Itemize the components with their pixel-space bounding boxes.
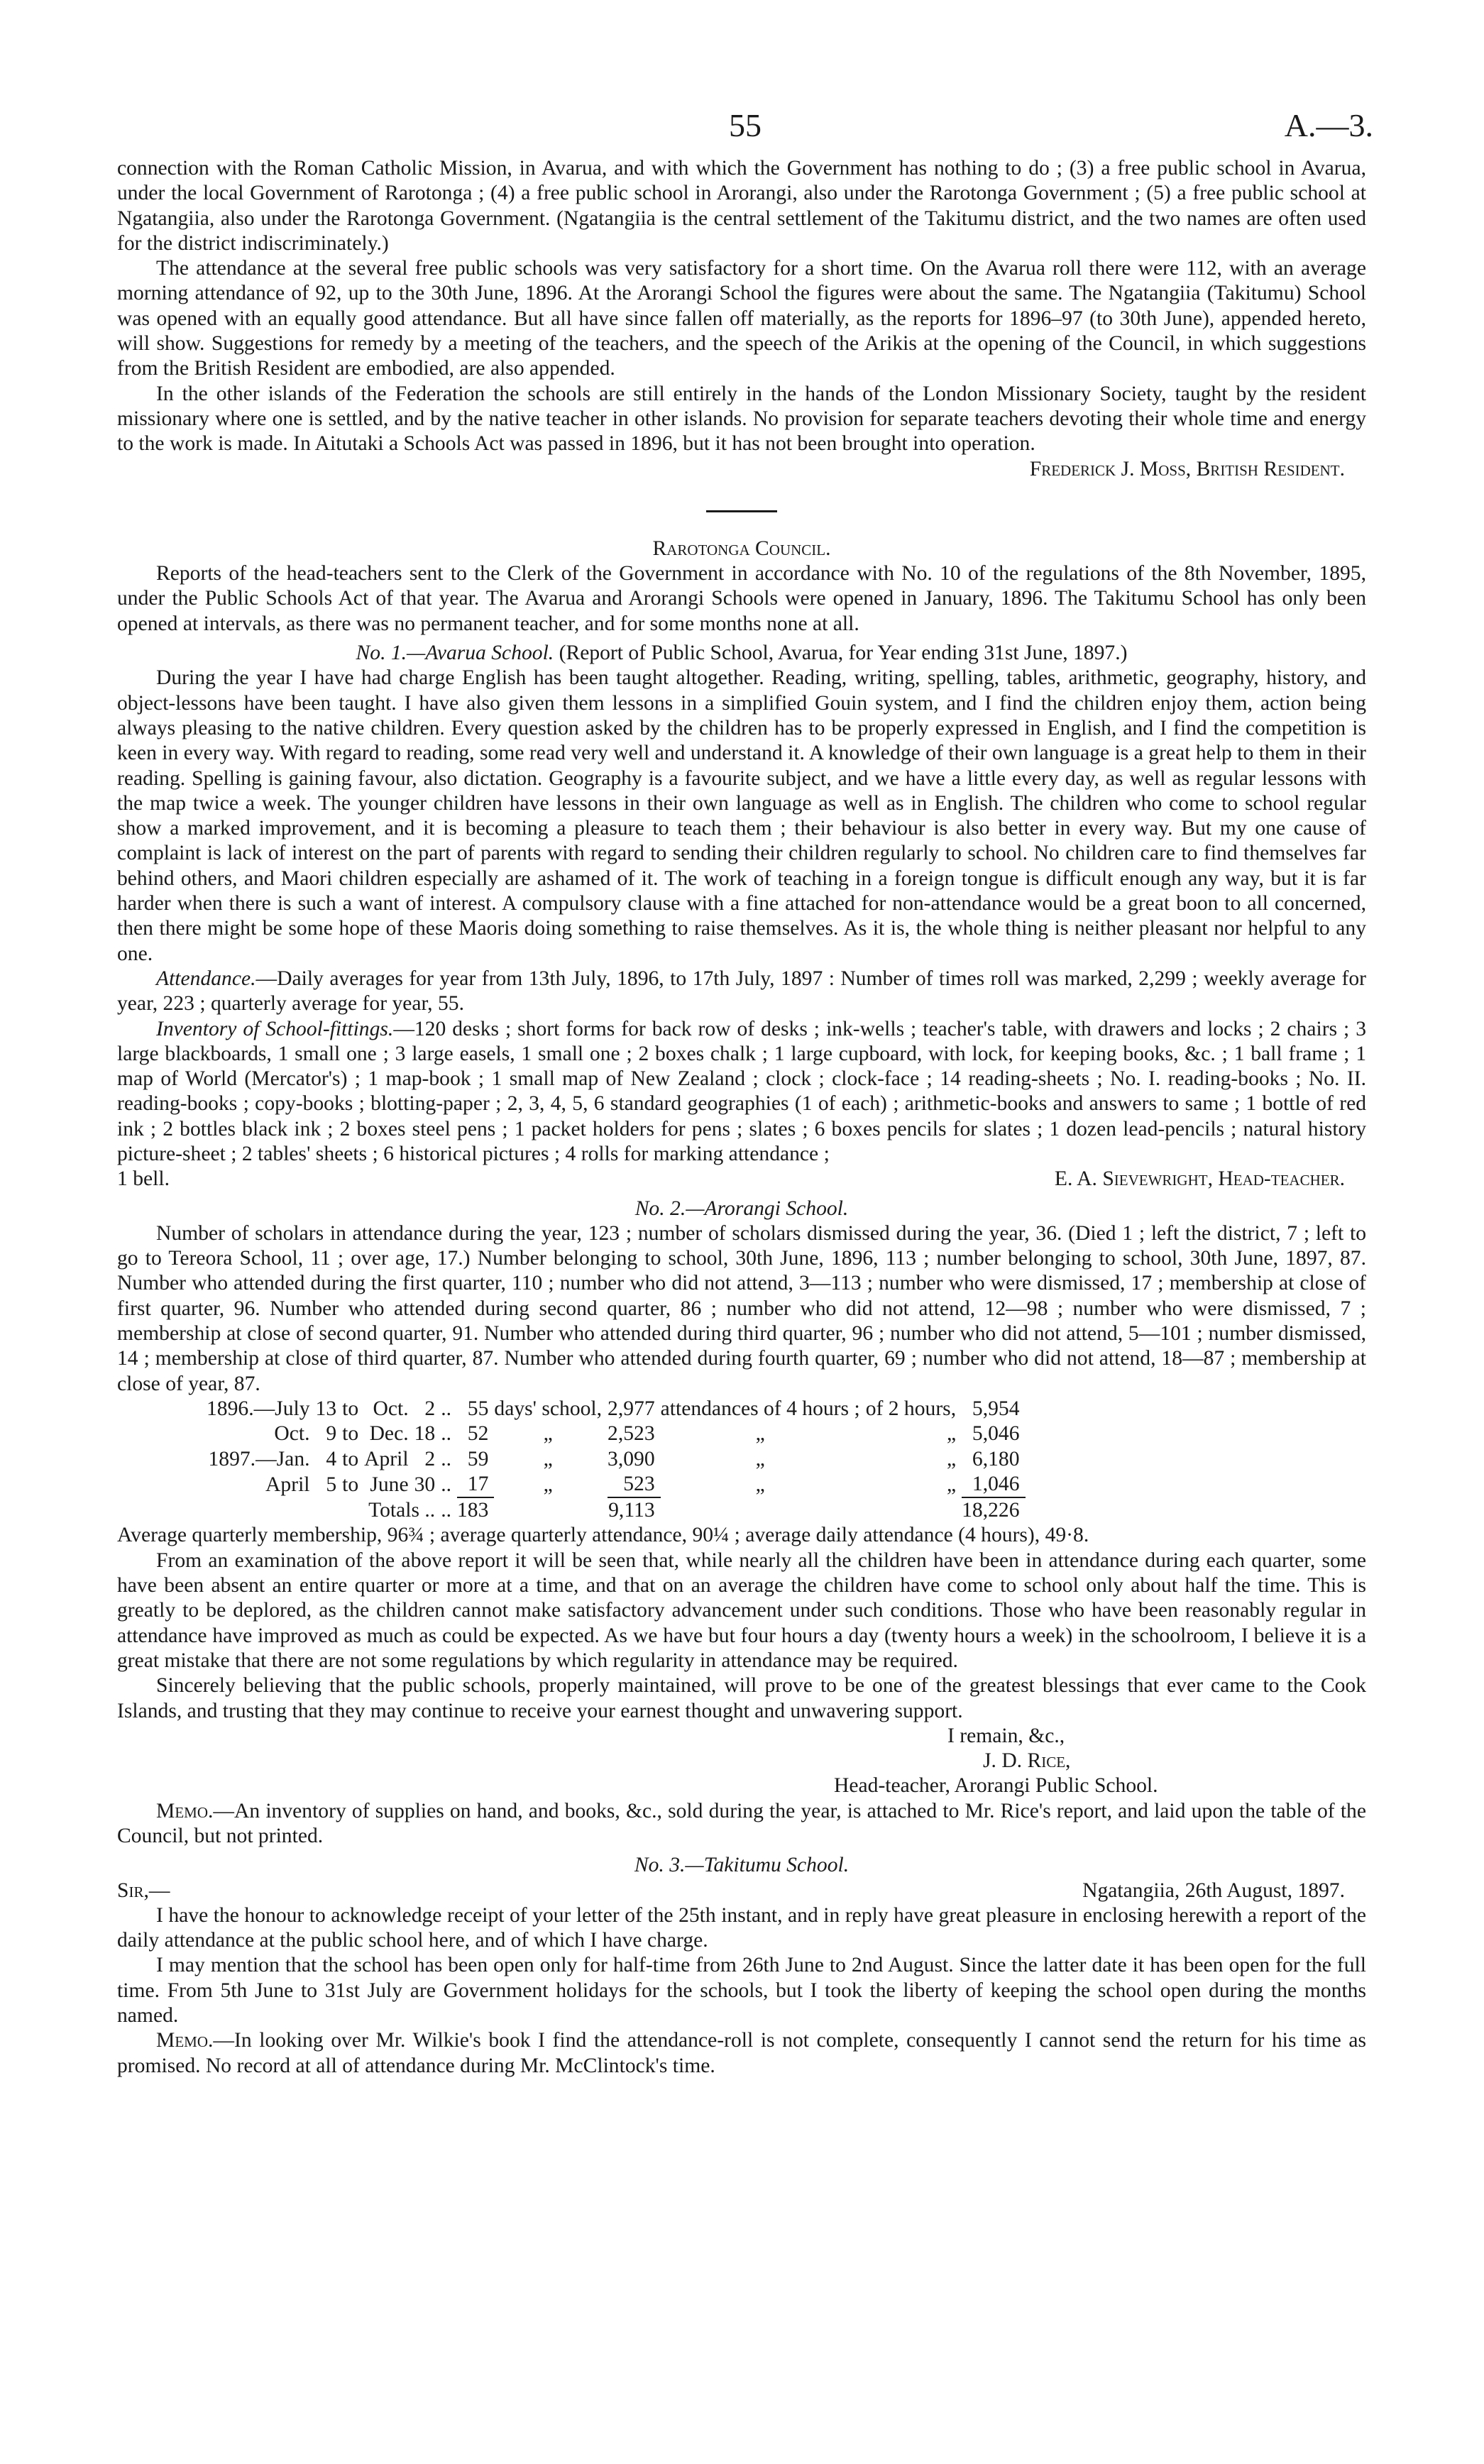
school-1-inventory — [117, 1017, 1366, 1167]
row-year: Oct. — [274, 1422, 310, 1446]
average-membership-line: Average quarterly membership, 96¾ ; average quarterly attendance, 90¼ ; average daily attendance (4 hours), 49·8. — [117, 1524, 1089, 1547]
row-year: April — [265, 1473, 310, 1496]
row-attendances: 523 — [623, 1472, 655, 1495]
row-hours: 5,954 — [972, 1397, 1020, 1420]
row-start-day: 5 — [326, 1473, 337, 1496]
row-attendances: 3,090 — [608, 1447, 655, 1470]
resident-signature: Frederick J. Moss, British Resident. — [1029, 457, 1345, 480]
school-2-heading — [117, 1197, 1366, 1221]
school-1-subtitle: (Report of Public School, Avarua, for Year ending 31st June, 1897.) — [559, 642, 1128, 665]
row-unit-hours: of 2 hours, — [865, 1397, 957, 1420]
row-end-day: 18 — [414, 1422, 436, 1446]
row-end-month: Dec. — [369, 1422, 409, 1446]
school-2-signature-block — [117, 1724, 1366, 1799]
row-end-month: June — [370, 1473, 409, 1496]
place-date: Ngatangiia, 26th August, 1897. — [1082, 1879, 1345, 1902]
row-dots: .. — [441, 1422, 451, 1446]
row-dots: .. — [441, 1447, 451, 1470]
row-unit-hours: „ — [946, 1422, 957, 1446]
page-number: 55 — [729, 107, 762, 143]
row-to: to — [342, 1397, 359, 1420]
row-hours: 6,180 — [972, 1447, 1020, 1470]
row-dots: .. — [441, 1397, 451, 1420]
row-unit-hours: „ — [946, 1447, 957, 1470]
row-days: 17 — [467, 1472, 489, 1495]
row-unit-days: „ — [543, 1473, 553, 1496]
school-2-title: No. 2.—Arorangi School. — [634, 1197, 849, 1220]
total-attendances: 9,113 — [608, 1497, 661, 1523]
school-1-report: During the year I have had charge English has been taught altogether. Reading, writing, spelling, tables, arithmetic, geography, history, and object-lessons have been taught. I have also given them lessons in a simplified Gouin system, and I find the children enjoy them, action being always pleasing to the native children. Every question asked by the children has to be properly expressed in English, and I find the competition is keen in every way. With regard to reading, some read very well and understand it. A knowledge of their own language is a great help to them in their reading. Spelling is gaining favour, also dictation. Geography is a favourite subject, and we have a little every day, as well as regular lessons with the map twice a week. The younger children have lessons in their own language as well as in English. The children who come to school regular show a marked improvement, and it is becoming a pleasure to teach them ; their behaviour is also better in every way. But my one cause of complaint is lack of interest on the part of parents with regard to sending their children regularly to school. No children care to find themselves far behind others, and Maori children especially are ashamed of it. The work of teaching in a foreign tongue is difficult enough any way, but it is far harder when there is such a want of interest. A compulsory clause with a fine attached for non-attendance would be a great boon to all concerned, then there might be some hope of these Maoris doing something to raise themselves. As it is, the whole thing is neither pleasant nor helpful to any one. — [117, 666, 1366, 965]
row-year: 1897.—Jan. — [208, 1447, 310, 1470]
school-1-attendance — [117, 967, 1366, 1017]
school-3-heading — [117, 1853, 1366, 1878]
school-2-commentary: From an examination of the above report it will be seen that, while nearly all the children have been in attendance during each quarter, some have been absent an entire quarter or more at a time, and that on an average the children have come to school only about half the time. This is greatly to be deplored, as the children cannot make satisfactory advancement under such conditions. Those who have been reasonably regular in attendance have improved as much as could be expected. As we have but four hours a day (twenty hours a week) in the schoolroom, I believe it is a great mistake that there are not some regulations by which regularity in attendance may be required. — [117, 1549, 1366, 1672]
total-hours: 18,226 — [962, 1497, 1025, 1523]
row-days: 52 — [467, 1422, 489, 1446]
attendance-table — [207, 1397, 1026, 1523]
totals-dots: .. — [441, 1499, 451, 1522]
council-paragraph: Reports of the head-teachers sent to the Clerk of the Government in accordance with No. 10 of the regulations of the 8th November, 1895, under the Public Schools Act of that year. The Avarua and Arorangi Schools were opened in January, 1896. The Takitumu School has only been opened at intervals, as there was no permanent teacher, and for some months none at all. — [117, 562, 1366, 635]
section-divider — [706, 510, 777, 512]
table-row — [207, 1472, 1026, 1497]
row-unit-hours: „ — [946, 1473, 957, 1496]
row-hours: 1,046 — [972, 1472, 1020, 1495]
row-days: 55 — [467, 1397, 489, 1420]
closing-title: Head-teacher, Arorangi Public School. — [834, 1774, 1158, 1798]
row-days: 59 — [467, 1447, 489, 1470]
school-2-closing-paragraph: Sincerely believing that the public schools, properly maintained, will prove to be one of the greatest blessings that ever came to the Cook Islands, and trusting that they may continue to receive your earnest thought and unwavering support. — [117, 1674, 1366, 1722]
row-unit-attendances: attendances of 4 hours ; — [660, 1397, 860, 1420]
intro-paragraph-2: The attendance at the several free public schools was very satisfactory for a short time. On the Avarua roll there were 112, with an average morning attendance of 92, up to the 30th June, 1896. At the Arorangi School the figures were about the same. The Ngatangiia (Takitumu) School was opened with an equally good attendance. But all have since fallen off materially, as the reports for 1896–97 (to 30th June), appended hereto, will show. Suggestions for remedy by a meeting of the teachers, and the speech of the Arikis at the opening of the Council, in which suggestions from the British Resident are embodied, are also appended. — [117, 257, 1366, 380]
row-end-day: 30 — [414, 1473, 436, 1496]
row-to: to — [342, 1422, 359, 1446]
total-days: 183 — [457, 1497, 494, 1523]
row-to: to — [342, 1447, 359, 1470]
totals-row — [207, 1497, 1026, 1523]
inventory-label: Inventory of School-fittings. — [156, 1017, 394, 1040]
school-3-title: No. 3.—Takitumu School. — [634, 1854, 850, 1877]
table-row — [207, 1397, 1026, 1421]
memo-text: —An inventory of supplies on hand, and books, &c., sold during the year, is attached to Mr. Rice's report, and laid upon the table of the Council, but not printed. — [117, 1799, 1366, 1847]
row-end-month: April — [364, 1447, 409, 1470]
letter-salutation-line — [117, 1879, 1366, 1903]
school-1-title: No. 1.—Avarua School. — [356, 642, 554, 665]
row-year: 1896.—July — [207, 1397, 310, 1420]
school-3-memo — [117, 2028, 1366, 2079]
attendance-label: Attendance. — [156, 967, 256, 990]
row-start-day: 4 — [326, 1447, 337, 1470]
council-heading: Rarotonga Council. — [652, 537, 831, 560]
table-row — [207, 1421, 1026, 1446]
row-unit-attendances: „ — [755, 1447, 765, 1470]
totals-label: Totals .. — [368, 1499, 436, 1522]
row-attendances: 2,523 — [608, 1422, 655, 1446]
row-unit-attendances: „ — [755, 1422, 765, 1446]
page-header — [117, 106, 1373, 156]
document-page — [117, 106, 1373, 2079]
inventory-text: —120 desks ; short forms for back row of desks ; ink-wells ; teacher's table, with drawers and locks ; 2 chairs ; 3 large blackboards, 1 small one ; 3 large easels, 1 small one ; 2 boxes chalk ; 1 large cupboard, with lock, for keeping books, &c. ; 1 ball frame ; 1 map of World (Mercator's) ; 1 map-book ; 1 small map of New Zealand ; clock ; clock-face ; 14 reading-sheets ; No. I. reading-books ; No. II. reading-books ; copy-books ; blotting-paper ; 2, 3, 4, 5, 6 standard geographies (1 of each) ; arithmetic-books and answers to same ; 1 bottle of red ink ; 2 bottles black ink ; 2 boxes steel pens ; 1 packet holders for pens ; slates ; 6 boxes pencils for slates ; 1 dozen lead-pencils ; natural history picture-sheet ; 2 tables' sheets ; 6 historical pictures ; 4 rolls for marking attendance ; — [117, 1017, 1366, 1165]
row-to: to — [342, 1473, 359, 1496]
row-unit-days: „ — [543, 1422, 553, 1446]
memo-label: Memo. — [156, 2029, 214, 2052]
memo-text: —In looking over Mr. Wilkie's book I find the attendance-roll is not complete, consequently I cannot send the return for his time as promised. No record at all of attendance during Mr. McClintock's time. — [117, 2029, 1366, 2077]
school-2-report: Number of scholars in attendance during the year, 123 ; number of scholars dismissed during the year, 36. (Died 1 ; left the district, 7 ; left to go to Tereora School, 11 ; over age, 17.) Number belonging to school, 30th June, 1896, 113 ; number belonging to school, 30th June, 1897, 87. Number who attended during the first quarter, 110 ; number who did not attend, 3—113 ; number who were dismissed, 17 ; membership at close of first quarter, 96. Number who attended during second quarter, 86 ; number who did not attend, 12—98 ; number who were dismissed, 7 ; membership at close of second quarter, 91. Number who attended during third quarter, 96 ; number who did not attend, 5—101 ; number dismissed, 14 ; membership at close of third quarter, 87. Number who attended during fourth quarter, 69 ; number who did not attend, 18—87 ; membership at close of year, 87. — [117, 1221, 1366, 1395]
inventory-last-line: 1 bell. — [117, 1167, 170, 1191]
intro-paragraph-3: In the other islands of the Federation the schools are still entirely in the hands of the London Missionary Society, taught by the resident missionary where one is settled, and by the native teacher in other islands. No provision for separate teachers devoting their whole time and energy to the work is made. In Aitutaki a Schools Act was passed in 1896, but it has not been brought into operation. — [117, 382, 1366, 456]
closing-remain: I remain, &c., — [947, 1724, 1065, 1747]
row-attendances: 2,977 — [608, 1397, 655, 1420]
row-start-day: 9 — [326, 1422, 337, 1446]
document-reference: A.—3. — [1284, 107, 1373, 143]
row-hours: 5,046 — [972, 1422, 1020, 1446]
row-unit-days: days' school, — [494, 1397, 603, 1420]
closing-name: J. D. Rice, — [983, 1749, 1071, 1773]
table-row — [207, 1447, 1026, 1472]
row-unit-days: „ — [543, 1447, 553, 1470]
row-end-day: 2 — [424, 1397, 436, 1420]
school-1-heading — [117, 641, 1366, 666]
attendance-text: —Daily averages for year from 13th July, 1896, to 17th July, 1897 : Number of times roll was marked, 2,299 ; weekly average for year, 223 ; quarterly average for year, 55. — [117, 967, 1366, 1016]
school-3-paragraph-1: I have the honour to acknowledge receipt of your letter of the 25th instant, and in reply have great pleasure in enclosing herewith a report of the daily attendance at the public school here, and of which I have charge. — [117, 1903, 1366, 1952]
school-1-signature: E. A. Sievewright, Head-teacher. — [1054, 1167, 1345, 1191]
intro-paragraph-1: connection with the Roman Catholic Mission, in Avarua, and with which the Government has nothing to do ; (3) a free public school in Avarua, under the local Government of Rarotonga ; (4) a free public school in Arorangi, also under the Rarotonga Government ; (5) a free public school at Ngatangiia, also under the Rarotonga Government. (Ngatangiia is the central settlement of the Takitumu district, and the two names are often used for the district indiscriminately.) — [117, 157, 1366, 255]
row-dots: .. — [441, 1473, 451, 1496]
school-1-closing-line — [117, 1167, 1366, 1192]
memo-label: Memo. — [156, 1799, 214, 1822]
school-3-paragraph-2: I may mention that the school has been open only for half-time from 26th June to 2nd August. Since the latter date it has been open for the full time. From 5th June to 31st July are Government holidays for the schools, but I took the liberty of keeping the school open during the months named. — [117, 1954, 1366, 2028]
row-start-day: 13 — [315, 1397, 337, 1420]
row-end-month: Oct. — [373, 1397, 409, 1420]
salutation: Sir,— — [117, 1879, 170, 1902]
row-end-day: 2 — [424, 1447, 436, 1470]
school-2-memo — [117, 1799, 1366, 1849]
row-unit-attendances: „ — [755, 1473, 765, 1496]
